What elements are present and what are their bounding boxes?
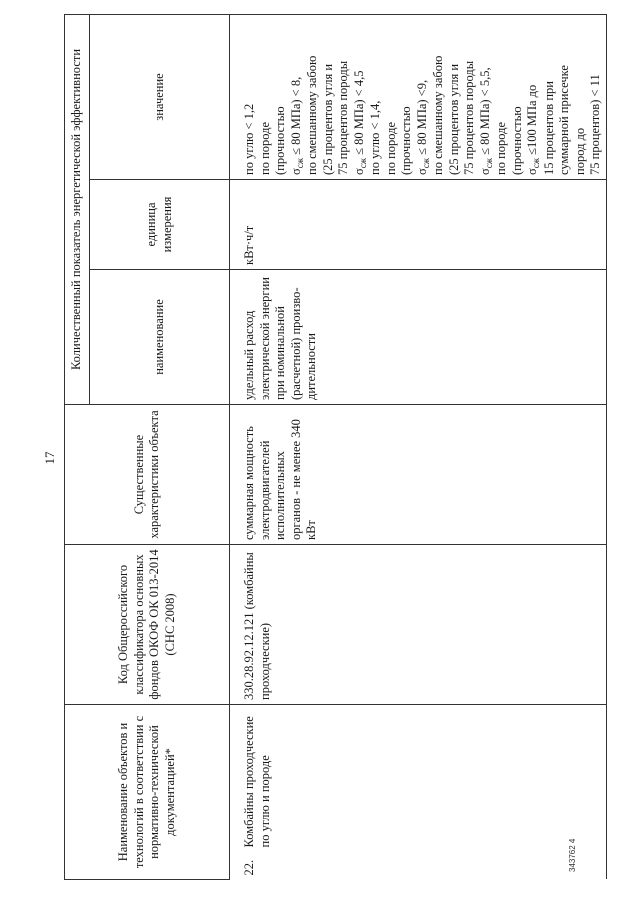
cell-value — [230, 14, 607, 179]
value-line: $\sigma_{сж} \le 80$ МПа) < 5,5, — [477, 67, 494, 175]
value-line: $\sigma_{сж} \le 80$ МПа) < 8, — [288, 76, 305, 175]
value-line: (прочностью — [273, 106, 287, 175]
cell-okof-code: 330.28.92.12.121 (комбайны проходческие) — [230, 545, 607, 705]
value-line: по углю < 1,2 — [242, 103, 256, 175]
value-line: $\sigma_{сж} \le 80$ МПа) <9, — [414, 79, 431, 175]
cell-object-name — [230, 705, 607, 880]
cell-unit: кВт·ч/т — [230, 180, 607, 270]
cell-characteristics: суммарная мощность электродвигателей исполнительных органов - не менее 340 кВт — [230, 405, 607, 545]
value-line: суммарной присечке — [557, 65, 571, 175]
value-line: (25 процентов угля и — [446, 63, 461, 175]
table-row — [230, 14, 607, 879]
value-line: (прочностью — [509, 106, 524, 175]
value-line: (25 процентов угля и — [320, 63, 335, 175]
value-list — [242, 19, 604, 175]
value-line: по породе — [494, 121, 508, 175]
header-object-name: Наименование объектов и технологий в соответствии с нормативно-технической документацией* — [65, 705, 230, 880]
value-line: по углю < 1,4, — [368, 100, 382, 175]
value-line: 15 процентов при — [541, 81, 556, 175]
value-line: по смешанному забою — [431, 55, 445, 175]
header-characteristics: Существенные характеристики объекта — [65, 405, 230, 545]
value-line: 75 процентов) < 11 — [588, 74, 602, 175]
header-unit: единица измерения — [90, 180, 230, 270]
value-line: $\sigma_{сж} \le 80$ МПа) < 4,5 — [351, 70, 368, 175]
value-line: пород до — [572, 127, 587, 175]
cell-indicator-name: удельный расход электрической энергии при номинальной (расчетной) произво-дительности — [230, 270, 607, 405]
value-line: (прочностью — [399, 106, 413, 175]
header-indicator-name: наименование — [90, 270, 230, 405]
header-okof-code: Код Общероссийского классификатора основных фондов ОКОФ ОК 013-2014 (СНС 2008) — [65, 545, 230, 705]
header-value: значение — [90, 14, 230, 179]
object-name: Комбайны проходческие по углю и породе — [242, 716, 272, 848]
rotated-page — [64, 15, 619, 880]
value-line: $\sigma_{сж} \le 100$ МПа до — [525, 84, 541, 175]
value-line: 75 процентов породы — [336, 60, 350, 175]
value-line: по смешанному забою — [305, 55, 319, 175]
header-indicator-group: Количественный показатель энергетической эффективности — [65, 14, 90, 404]
energy-efficiency-table — [64, 14, 607, 880]
value-line: по породе — [257, 121, 272, 175]
value-line: по породе — [383, 121, 398, 175]
value-line: 75 процентов породы — [462, 60, 476, 175]
document-code: 343762 4 — [568, 838, 577, 872]
page-number: 17 — [42, 451, 57, 465]
row-number: 22. — [242, 859, 256, 876]
